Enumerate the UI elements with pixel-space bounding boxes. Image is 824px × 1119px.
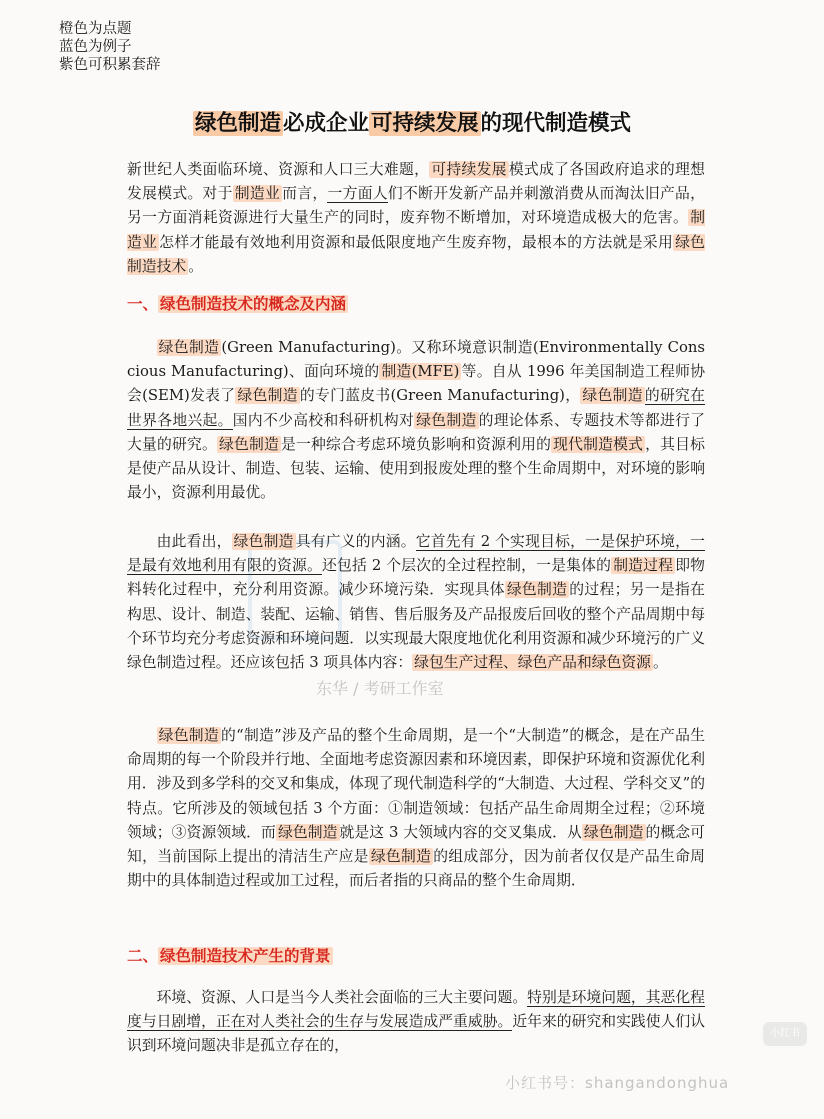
- title-end: 的现代制造模式: [480, 111, 632, 136]
- xiaohongshu-badge: 小红书: [763, 1022, 807, 1046]
- text: 。: [652, 654, 668, 672]
- underline: 的研究在世界各地兴起。: [127, 387, 705, 429]
- text: 的组成部分，因为前者仅仅是产品生命周期中的具体制造过程或加工过程，而后者指的只商品的整个生命周期．: [127, 848, 705, 890]
- text: 怎样才能最有效地利用资源和最低限度地产生废弃物，最根本的方法就是采用: [159, 233, 674, 251]
- highlight: 绿色制造: [370, 848, 432, 866]
- text: 的理论体系、专题技术等都进行了大量的研究。: [127, 411, 705, 453]
- section-heading-2: [127, 944, 333, 966]
- underline: 一方面人: [327, 185, 388, 203]
- text: 等。自从 1996 年美国制造工程师协会(SEM)发表了: [127, 363, 705, 405]
- text: 们不断开发新产品并刺激消费从而淘汰旧产品，另一方面消耗资源进行大量生产的同时，废弃物不断增加，对环境造成极大的危害。: [127, 185, 705, 227]
- text: 即物料转化过程中，充分利用资源。减少环境污染．实现具体: [127, 557, 705, 599]
- paragraph-intro: [127, 158, 705, 279]
- legend-blue: 蓝色为例子: [59, 39, 132, 55]
- highlight: 绿色制造: [219, 435, 280, 453]
- text: (Green Manufacturing)。又称环境意识制造(Environmentally Conscious Manufacturing)、面向环境的: [127, 339, 705, 381]
- text: 还包括 2 个层次的全过程控制，一是集体的: [321, 557, 612, 575]
- highlight: 绿色制造: [416, 411, 477, 429]
- highlight: 绿色制造: [237, 387, 298, 405]
- text: 就是这 3 大领域内容的交叉集成．从: [339, 823, 582, 841]
- text: 而言，: [282, 185, 328, 203]
- text: 的过程；另一是指在构思、设计、制造、装配、运输、销售、售后服务及产品报废后回收的整个产品周期中每个环节均充分考虑资源和环境问题．以实现最大限度地优化利用资源和减少环境污的广义绿色制造过程。还应该包括 3 项具体内容：: [127, 581, 705, 672]
- heading-prefix: 二、: [127, 947, 159, 965]
- highlight: 绿包生产过程、绿色产品和绿色资源: [414, 654, 651, 672]
- paragraph-background: [127, 986, 705, 1059]
- watermark-studio: 东华 / 考研工作室: [316, 679, 444, 698]
- text: 。: [188, 257, 204, 275]
- highlight: 绿色制造技术: [127, 233, 705, 275]
- underline: 特别是环境问题，其恶化程度与日剧增，正在对人类社会的生存与发展造成严重威胁。: [127, 989, 705, 1031]
- paragraph-scope: [127, 724, 705, 893]
- text: 具有广义的内涵。: [295, 533, 416, 550]
- text: 它所涉及的领域包括 3 个方面：①制造领域：包括产品生命周期全过程；②环境领域；③资源领域．而: [127, 799, 705, 841]
- highlight: 绿色制造: [158, 727, 219, 744]
- highlight: 绿色制造: [233, 533, 294, 550]
- text: 的概念可知，当前国际上提出的清洁生产应是: [127, 823, 705, 866]
- underline: 它首先有 2 个实现目标，一是保护环境，一是最有效地利用有限的资源。: [127, 533, 705, 575]
- highlight: 绿色制造: [277, 823, 338, 841]
- highlight: 可持续发展: [431, 161, 507, 178]
- text: 的专门蓝皮书(Green Manufacturing)，: [299, 387, 581, 405]
- text: 近年来的研究和实践使人们认识到环境问题决非是孤立存在的，: [127, 1013, 705, 1055]
- title-highlight-1: 绿色制造: [194, 111, 281, 136]
- highlight: 制造过程: [613, 557, 674, 575]
- heading-highlight: 绿色制造技术的概念及内涵: [160, 295, 347, 313]
- heading-prefix: 一、: [127, 295, 159, 313]
- section-heading-1: [127, 292, 348, 314]
- text: 新世纪人类面临环境、资源和人口三大难题，: [127, 161, 430, 178]
- color-legend: [59, 20, 161, 74]
- highlight: 制造(MFE): [381, 363, 460, 381]
- highlight: 绿色制造: [582, 387, 643, 405]
- highlight: 制造业: [127, 209, 705, 251]
- highlight: 制造业: [234, 185, 281, 203]
- highlight: 绿色制造: [583, 823, 644, 841]
- text: 由此看出，: [156, 533, 232, 550]
- legend-orange: 橙色为点题: [59, 21, 132, 37]
- text: 国内不少高校和科研机构对: [232, 411, 415, 429]
- legend-purple: 紫色可积累套辞: [59, 57, 161, 73]
- heading-highlight: 绿色制造技术产生的背景: [160, 947, 331, 965]
- text: 的“制造”涉及产品的整个生命周期，是一个“大制造”的概念，是在产品生命周期的每一个阶段并行地、全面地考虑资源因素和环境因素，即保护环境和资源优化利用．涉及到多学科的交叉和集成，体现了现代制造科学的“大制造、大过程、学科交叉”的特点。: [127, 727, 705, 817]
- highlight: 现代制造模式: [553, 435, 644, 453]
- paragraph-concept: [127, 336, 705, 505]
- title-highlight-2: 可持续发展: [371, 111, 479, 136]
- text: ，其目标是使产品从设计、制造、包装、运输、使用到报废处理的整个生命周期中，对环境的影响最小，资源利用最优。: [127, 435, 705, 502]
- paragraph-connotation: [127, 530, 705, 675]
- highlight: 绿色制造: [158, 339, 220, 356]
- text: 是一种综合考虑环境负影响和资源利用的: [281, 435, 552, 453]
- page-title: [0, 106, 824, 137]
- text: 模式成了各国政府追求的理想发展模式。对于: [127, 161, 705, 203]
- text: 环境、资源、人口是当今人类社会面临的三大主要问题。: [156, 989, 528, 1006]
- title-mid: 必成企业: [282, 111, 369, 136]
- watermark-id: 小红书号：shangandonghua: [505, 1074, 730, 1092]
- highlight: 绿色制造: [506, 581, 568, 599]
